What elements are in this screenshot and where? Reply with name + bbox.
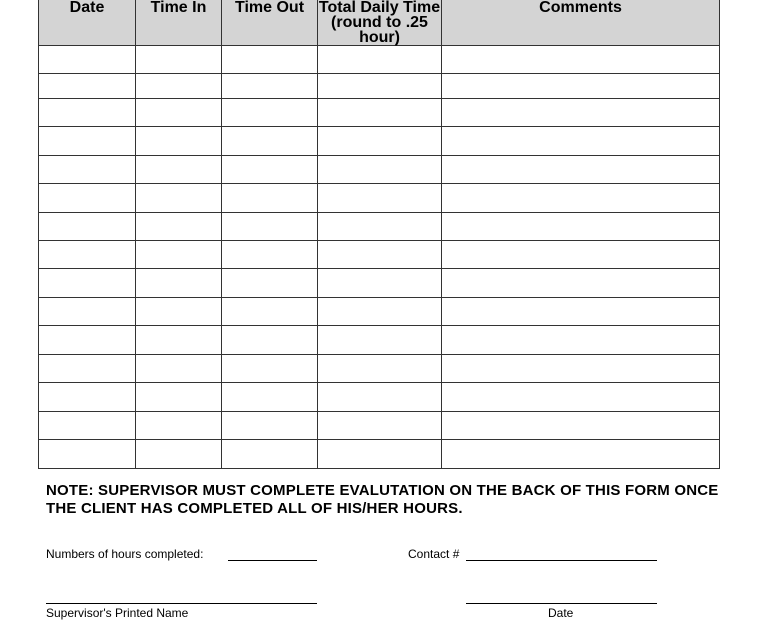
- table-cell[interactable]: [136, 184, 222, 213]
- table-row: [39, 74, 720, 99]
- header-comments: Comments: [442, 0, 720, 46]
- table-cell[interactable]: [136, 156, 222, 184]
- table-cell[interactable]: [222, 412, 318, 440]
- contact-field[interactable]: [466, 560, 657, 561]
- table-cell[interactable]: [39, 213, 136, 241]
- table-row: [39, 269, 720, 298]
- table-cell[interactable]: [136, 355, 222, 383]
- table-cell[interactable]: [222, 355, 318, 383]
- contact-label: Contact #: [408, 547, 460, 561]
- table-cell[interactable]: [39, 127, 136, 156]
- table-cell[interactable]: [222, 46, 318, 74]
- table-cell[interactable]: [136, 383, 222, 412]
- table-cell[interactable]: [222, 213, 318, 241]
- table-cell[interactable]: [442, 241, 720, 269]
- table-cell[interactable]: [136, 74, 222, 99]
- table-cell[interactable]: [318, 440, 442, 469]
- table-row: [39, 213, 720, 241]
- table-cell[interactable]: [136, 46, 222, 74]
- table-row: [39, 412, 720, 440]
- date-field[interactable]: [466, 603, 657, 604]
- hours-completed-field[interactable]: [228, 560, 317, 561]
- table-cell[interactable]: [136, 326, 222, 355]
- header-date: Date: [39, 0, 136, 46]
- table-cell[interactable]: [136, 99, 222, 127]
- table-row: [39, 46, 720, 74]
- table-cell[interactable]: [136, 213, 222, 241]
- table-cell[interactable]: [318, 184, 442, 213]
- header-time-out: Time Out: [222, 0, 318, 46]
- table-cell[interactable]: [222, 269, 318, 298]
- timesheet-table: [38, 0, 720, 469]
- table-cell[interactable]: [442, 99, 720, 127]
- table-cell[interactable]: [39, 184, 136, 213]
- table-cell[interactable]: [442, 440, 720, 469]
- table-cell[interactable]: [318, 213, 442, 241]
- table-cell[interactable]: [39, 440, 136, 469]
- date-label: Date: [548, 606, 574, 620]
- table-cell[interactable]: [39, 355, 136, 383]
- table-cell[interactable]: [39, 298, 136, 326]
- table-row: [39, 127, 720, 156]
- table-cell[interactable]: [222, 99, 318, 127]
- table-cell[interactable]: [442, 127, 720, 156]
- table-cell[interactable]: [222, 383, 318, 412]
- table-cell[interactable]: [442, 213, 720, 241]
- table-cell[interactable]: [442, 269, 720, 298]
- table-cell[interactable]: [442, 184, 720, 213]
- supervisor-note: NOTE: SUPERVISOR MUST COMPLETE EVALUTATION ON THE BACK OF THIS FORM ONCE THE CLIENT HAS COMPLETED ALL OF HIS/HER HOURS.: [46, 482, 719, 517]
- table-cell[interactable]: [222, 156, 318, 184]
- table-cell[interactable]: [442, 383, 720, 412]
- table-cell[interactable]: [136, 412, 222, 440]
- table-row: [39, 383, 720, 412]
- table-cell[interactable]: [39, 269, 136, 298]
- table-cell[interactable]: [318, 383, 442, 412]
- table-cell[interactable]: [39, 156, 136, 184]
- table-cell[interactable]: [39, 383, 136, 412]
- hours-completed-label: Numbers of hours completed:: [46, 547, 204, 561]
- table-row: [39, 156, 720, 184]
- table-cell[interactable]: [39, 74, 136, 99]
- table-cell[interactable]: [39, 99, 136, 127]
- table-cell[interactable]: [222, 326, 318, 355]
- table-cell[interactable]: [318, 298, 442, 326]
- table-row: [39, 99, 720, 127]
- table-cell[interactable]: [318, 156, 442, 184]
- table-cell[interactable]: [39, 326, 136, 355]
- table-cell[interactable]: [318, 412, 442, 440]
- table-cell[interactable]: [318, 46, 442, 74]
- table-cell[interactable]: [318, 269, 442, 298]
- table-cell[interactable]: [136, 269, 222, 298]
- table-cell[interactable]: [442, 298, 720, 326]
- table-cell[interactable]: [442, 412, 720, 440]
- table-cell[interactable]: [222, 74, 318, 99]
- table-cell[interactable]: [318, 241, 442, 269]
- table-cell[interactable]: [318, 355, 442, 383]
- supervisor-name-field[interactable]: [46, 603, 317, 604]
- table-cell[interactable]: [222, 127, 318, 156]
- table-cell[interactable]: [39, 46, 136, 74]
- table-cell[interactable]: [136, 241, 222, 269]
- table-cell[interactable]: [136, 440, 222, 469]
- table-cell[interactable]: [442, 74, 720, 99]
- table-row: [39, 184, 720, 213]
- table-cell[interactable]: [318, 99, 442, 127]
- table-cell[interactable]: [222, 184, 318, 213]
- table-cell[interactable]: [39, 412, 136, 440]
- table-cell[interactable]: [39, 241, 136, 269]
- table-cell[interactable]: [442, 355, 720, 383]
- table-cell[interactable]: [222, 440, 318, 469]
- header-total-daily-time: Total Daily Time (round to .25 hour): [318, 0, 441, 46]
- table-row: [39, 440, 720, 469]
- table-row: [39, 355, 720, 383]
- table-row: [39, 326, 720, 355]
- table-cell[interactable]: [442, 46, 720, 74]
- table-row: [39, 298, 720, 326]
- table-cell[interactable]: [318, 326, 442, 355]
- table-cell[interactable]: [136, 127, 222, 156]
- supervisor-name-label: Supervisor's Printed Name: [46, 606, 189, 620]
- table-cell[interactable]: [442, 326, 720, 355]
- table-cell[interactable]: [318, 74, 442, 99]
- table-cell[interactable]: [136, 298, 222, 326]
- table-cell[interactable]: [222, 241, 318, 269]
- header-time-in: Time In: [136, 0, 222, 46]
- table-cell[interactable]: [442, 156, 720, 184]
- table-row: [39, 241, 720, 269]
- table-cell[interactable]: [318, 127, 442, 156]
- table-cell[interactable]: [222, 298, 318, 326]
